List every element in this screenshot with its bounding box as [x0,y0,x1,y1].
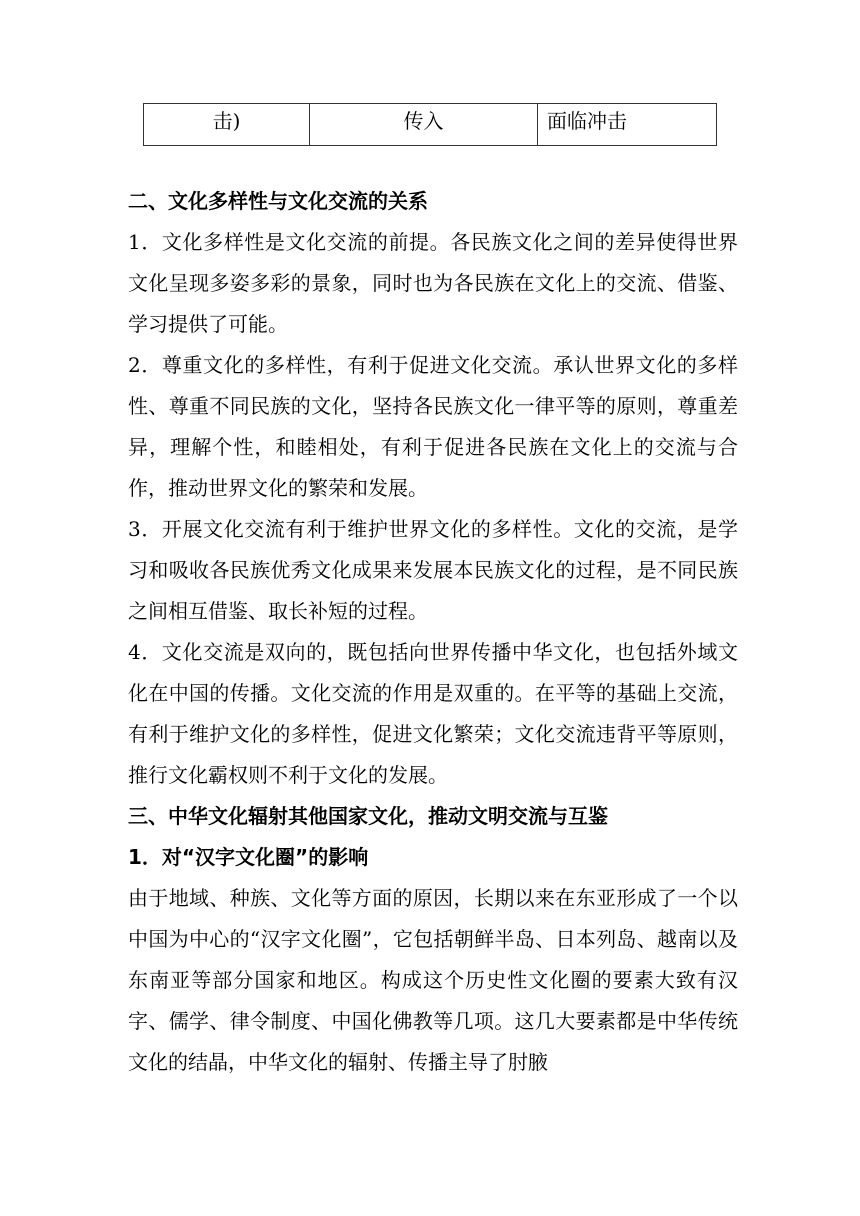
table-cell: 面临冲击 [538,104,717,146]
paragraph: 1．文化多样性是文化交流的前提。各民族文化之间的差异使得世界文化呈现多姿多彩的景象，同时也为各民族在文化上的交流、借鉴、学习提供了可能。 [128,230,738,336]
paragraph: 3．开展文化交流有利于维护世界文化的多样性。文化的交流，是学习和吸收各民族优秀文化成果来发展本民族文化的过程，是不同民族之间相互借鉴、取长补短的过程。 [128,517,738,623]
table-row [144,104,717,146]
section-heading: 三、中华文化辐射其他国家文化，推动文明交流与互鉴 [128,804,608,828]
paragraph: 2．尊重文化的多样性，有利于促进文化交流。承认世界文化的多样性、尊重不同民族的文化，坚持各民族文化一律平等的原则，尊重差异，理解个性，和睦相处，有利于促进各民族在文化上的交流与合作，推动世界文化的繁荣和发展。 [128,353,738,500]
comparison-table-fragment [143,103,717,146]
paragraph: 由于地域、种族、文化等方面的原因，长期以来在东亚形成了一个以中国为中心的“汉字文化圈”，它包括朝鲜半岛、日本列岛、越南以及东南亚等部分国家和地区。构成这个历史性文化圈的要素大致有汉字、儒学、律令制度、中国化佛教等几项。这几大要素都是中华传统文化的结晶，中华文化的辐射、传播主导了肘腋 [128,886,738,1074]
section-heading: 二、文化多样性与文化交流的关系 [128,189,428,213]
paragraph: 4．文化交流是双向的，既包括向世界传播中华文化，也包括外域文化在中国的传播。文化交流的作用是双重的。在平等的基础上交流，有利于维护文化的多样性，促进文化繁荣；文化交流违背平等原则，推行文化霸权则不利于文化的发展。 [128,640,738,787]
document-body [128,181,738,1083]
table-cell: 传入 [310,104,538,146]
table-cell: 击) [144,104,310,146]
subsection-heading: 1．对“汉字文化圈”的影响 [128,845,369,869]
